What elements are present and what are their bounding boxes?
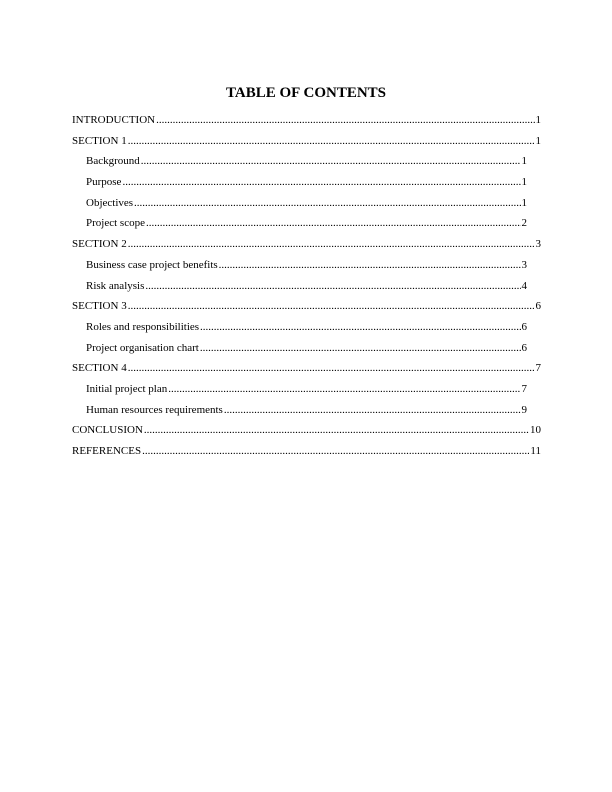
toc-entry-project-organisation-chart[interactable] — [86, 341, 527, 362]
toc-entry-introduction[interactable] — [72, 113, 541, 134]
toc-dot-leader — [144, 423, 529, 437]
toc-entry-label: CONCLUSION — [72, 424, 143, 437]
toc-dot-leader — [200, 341, 521, 355]
toc-entry-business-case-project-benefits[interactable] — [86, 258, 527, 279]
toc-entry-human-resources-requirements[interactable] — [86, 403, 527, 424]
toc-entry-conclusion[interactable] — [72, 423, 541, 444]
toc-dot-leader — [122, 175, 520, 189]
toc-entry-label: SECTION 1 — [72, 134, 127, 147]
toc-entry-project-scope[interactable] — [86, 216, 527, 237]
toc-entry-objectives[interactable] — [86, 196, 527, 217]
toc-entry-label: SECTION 4 — [72, 362, 127, 375]
toc-dot-leader — [134, 196, 520, 210]
toc-page-number: 7 — [521, 382, 527, 395]
toc-page-number: 1 — [521, 176, 527, 189]
toc-entry-label: INTRODUCTION — [72, 114, 156, 126]
page-title: TABLE OF CONTENTS — [225, 85, 387, 101]
toc-entry-label: Human resources requirements — [86, 403, 223, 416]
toc-page-number: 3 — [535, 238, 541, 251]
toc-entry-purpose[interactable] — [86, 175, 527, 196]
toc-entry-section-4[interactable] — [72, 361, 541, 382]
toc-entry-label: Project organisation chart — [86, 341, 199, 354]
toc-page-number: 11 — [530, 445, 541, 457]
toc-page-number: 4 — [521, 279, 527, 292]
toc-page-number: 6 — [535, 300, 541, 313]
toc-page-number: 1 — [535, 114, 541, 126]
toc-dot-leader — [128, 134, 535, 148]
toc-dot-leader — [128, 299, 535, 313]
toc-page-number: 1 — [521, 196, 527, 209]
toc-entry-references[interactable] — [72, 444, 541, 465]
toc-entry-label: Objectives — [86, 196, 134, 209]
toc-dot-leader — [141, 154, 521, 168]
toc-entry-label: Initial project plan — [86, 382, 168, 395]
toc-page-number: 1 — [521, 155, 527, 168]
toc-dot-leader — [146, 216, 521, 230]
toc-dot-leader — [224, 403, 521, 417]
toc-page-number: 10 — [530, 424, 541, 437]
toc-entry-label: REFERENCES — [72, 445, 142, 457]
toc-dot-leader — [145, 279, 520, 293]
toc-page-number: 7 — [535, 362, 541, 375]
toc-page-number: 6 — [521, 341, 527, 354]
toc-entry-label: Roles and responsibilities — [86, 320, 200, 333]
toc-dot-leader — [128, 361, 535, 375]
toc-dot-leader — [168, 382, 520, 396]
toc-entry-label: Project scope — [86, 217, 145, 230]
toc-entry-risk-analysis[interactable] — [86, 279, 527, 300]
toc-page-number: 9 — [521, 403, 527, 416]
toc-entry-label: Background — [86, 155, 140, 168]
toc-entry-label: Purpose — [86, 176, 122, 189]
toc-entry-label: SECTION 2 — [72, 238, 127, 251]
toc-page-number: 1 — [535, 134, 541, 147]
toc-dot-leader — [128, 237, 535, 251]
table-of-contents — [72, 113, 542, 465]
toc-dot-leader — [219, 258, 521, 272]
toc-entry-label: SECTION 3 — [72, 300, 127, 313]
toc-entry-section-2[interactable] — [72, 237, 541, 258]
toc-dot-leader — [200, 320, 520, 334]
toc-entry-initial-project-plan[interactable] — [86, 382, 527, 403]
toc-dot-leader — [142, 444, 529, 458]
toc-entry-label: Business case project benefits — [86, 258, 218, 271]
toc-dot-leader — [156, 113, 534, 127]
toc-page-number: 2 — [521, 217, 527, 230]
toc-entry-section-1[interactable] — [72, 134, 541, 155]
toc-page-number: 6 — [521, 320, 527, 333]
toc-entry-roles-and-responsibilities[interactable] — [86, 320, 527, 341]
toc-page-number: 3 — [521, 258, 527, 271]
toc-entry-section-3[interactable] — [72, 299, 541, 320]
toc-entry-background[interactable] — [86, 154, 527, 175]
toc-entry-label: Risk analysis — [86, 279, 145, 292]
